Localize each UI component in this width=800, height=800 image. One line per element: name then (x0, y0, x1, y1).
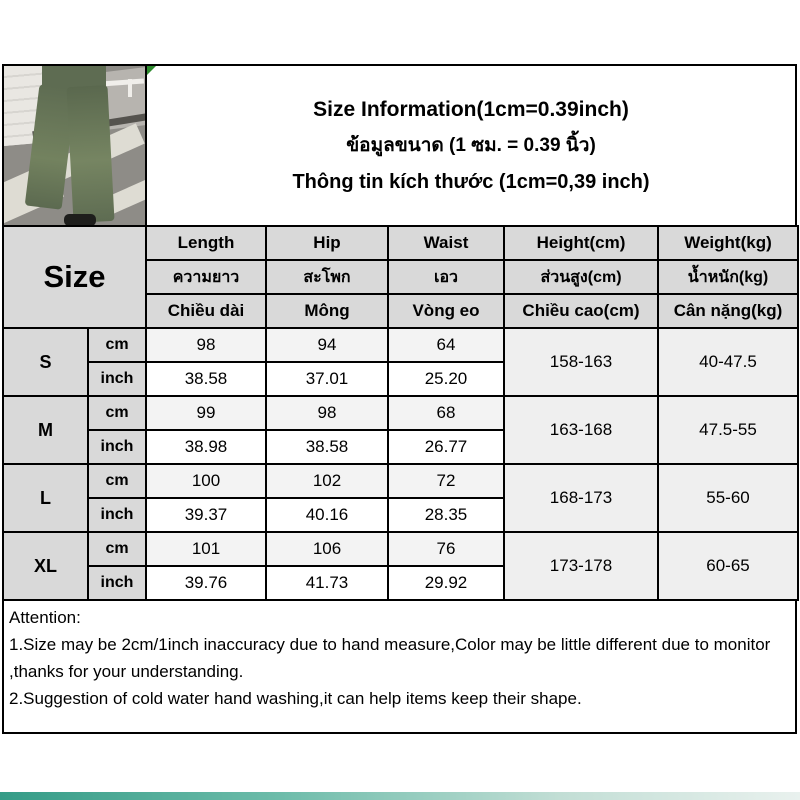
col-header-waist-vi: Vòng eo (388, 294, 504, 328)
unit-label-inch: inch (88, 566, 146, 600)
col-header-hip-en: Hip (266, 226, 388, 260)
col-header-height-vi: Chiều cao(cm) (504, 294, 658, 328)
value-cell: 37.01 (266, 362, 388, 396)
col-header-weight-vi: Cân nặng(kg) (658, 294, 798, 328)
value-cell: 29.92 (388, 566, 504, 600)
attention-line: 1.Size may be 2cm/1inch inaccuracy due to hand measure,Color may be little different due to monitor (9, 635, 771, 654)
value-cell: 98 (266, 396, 388, 430)
size-label-xl: XL (3, 532, 88, 600)
size-label-s: S (3, 328, 88, 396)
header-row-en (3, 226, 798, 260)
col-header-length-vi: Chiều dài (146, 294, 266, 328)
page-title-vi: Thông tin kích thước (1cm=0,39 inch) (292, 170, 650, 193)
height-range-cell: 158-163 (504, 328, 658, 396)
col-header-waist-en: Waist (388, 226, 504, 260)
bottom-accent-bar (0, 792, 800, 800)
height-range-cell: 163-168 (504, 396, 658, 464)
col-header-height-th: ส่วนสูง(cm) (504, 260, 658, 294)
value-cell: 39.37 (146, 498, 266, 532)
attention-line: 2.Suggestion of cold water hand washing,it can help items keep their shape. (9, 689, 582, 708)
col-header-hip-th: สะโพก (266, 260, 388, 294)
value-cell: 38.98 (146, 430, 266, 464)
value-cell: 99 (146, 396, 266, 430)
attention-notes (2, 601, 797, 734)
attention-heading: Attention: (9, 608, 81, 627)
size-table (2, 225, 799, 601)
unit-label-inch: inch (88, 498, 146, 532)
value-cell: 68 (388, 396, 504, 430)
photo-sandal (64, 214, 96, 225)
unit-label-cm: cm (88, 532, 146, 566)
value-cell: 26.77 (388, 430, 504, 464)
page-title-en: Size Information(1cm=0.39inch) (313, 97, 629, 121)
col-header-weight-th: น้ำหนัก(kg) (658, 260, 798, 294)
unit-label-cm: cm (88, 464, 146, 498)
size-label-l: L (3, 464, 88, 532)
weight-range-cell: 55-60 (658, 464, 798, 532)
header-row (2, 64, 797, 225)
col-header-length-en: Length (146, 226, 266, 260)
size-chart-sheet (2, 64, 797, 734)
page-title-th: ข้อมูลขนาด (1 ซม. = 0.39 นิ้ว) (346, 134, 596, 156)
table-row-xl-cm (3, 532, 798, 566)
value-cell: 28.35 (388, 498, 504, 532)
height-range-cell: 173-178 (504, 532, 658, 600)
table-row-l-cm (3, 464, 798, 498)
height-range-cell: 168-173 (504, 464, 658, 532)
col-header-height-en: Height(cm) (504, 226, 658, 260)
value-cell: 64 (388, 328, 504, 362)
value-cell: 98 (146, 328, 266, 362)
value-cell: 102 (266, 464, 388, 498)
value-cell: 39.76 (146, 566, 266, 600)
value-cell: 76 (388, 532, 504, 566)
size-label-m: M (3, 396, 88, 464)
photo-jeans-right-leg (66, 85, 114, 223)
table-row-s-cm (3, 328, 798, 362)
unit-label-inch: inch (88, 430, 146, 464)
value-cell: 40.16 (266, 498, 388, 532)
col-header-hip-vi: Mông (266, 294, 388, 328)
col-header-waist-th: เอว (388, 260, 504, 294)
table-row-m-cm (3, 396, 798, 430)
col-header-length-th: ความยาว (146, 260, 266, 294)
weight-range-cell: 47.5-55 (658, 396, 798, 464)
value-cell: 101 (146, 532, 266, 566)
value-cell: 94 (266, 328, 388, 362)
value-cell: 41.73 (266, 566, 388, 600)
value-cell: 72 (388, 464, 504, 498)
weight-range-cell: 60-65 (658, 532, 798, 600)
unit-label-inch: inch (88, 362, 146, 396)
unit-label-cm: cm (88, 396, 146, 430)
value-cell: 38.58 (146, 362, 266, 396)
size-corner-label: Size (3, 226, 146, 328)
value-cell: 25.20 (388, 362, 504, 396)
attention-line: ,thanks for your understanding. (9, 662, 244, 681)
product-photo (4, 66, 147, 225)
weight-range-cell: 40-47.5 (658, 328, 798, 396)
photo-guardrail-leg (128, 79, 132, 97)
title-block (147, 66, 795, 225)
value-cell: 106 (266, 532, 388, 566)
col-header-weight-en: Weight(kg) (658, 226, 798, 260)
unit-label-cm: cm (88, 328, 146, 362)
value-cell: 100 (146, 464, 266, 498)
cell-corner-marker (147, 66, 156, 75)
value-cell: 38.58 (266, 430, 388, 464)
